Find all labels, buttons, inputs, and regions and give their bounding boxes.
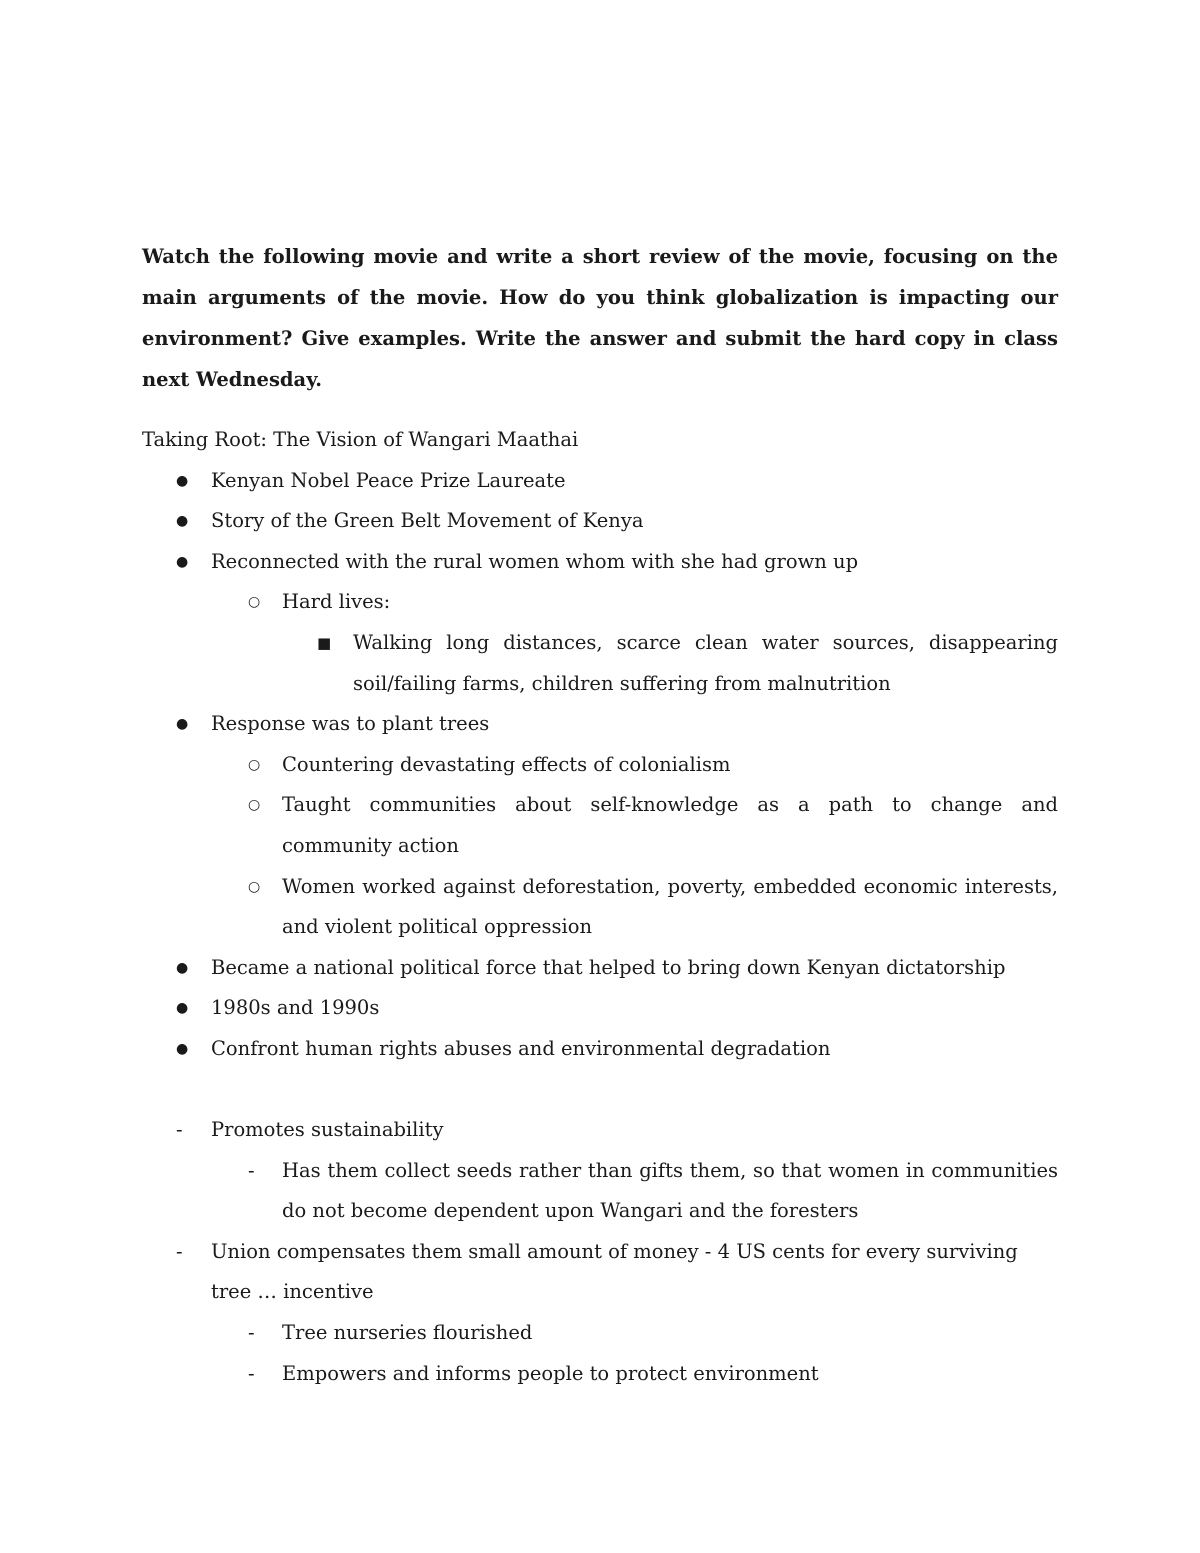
bullet-text: Women worked against deforestation, poverty, embedded economic interests, and violent political oppression — [282, 874, 1058, 939]
bullet-text: Story of the Green Belt Movement of Kenya — [211, 509, 644, 533]
dash-text: Union compensates them small amount of money - 4 US cents for every surviving tree … incentive — [211, 1239, 1018, 1304]
sub-dash-item — [142, 1354, 1058, 1395]
bullet-item — [142, 501, 1058, 542]
bullet-square-icon: ■ — [317, 633, 332, 652]
dash-marker-icon: - — [248, 1361, 255, 1385]
bullet-text: 1980s and 1990s — [211, 996, 380, 1020]
bullet-text: Response was to plant trees — [211, 712, 490, 736]
dash-marker-icon: - — [176, 1239, 183, 1263]
bullet-text: Reconnected with the rural women whom with she had grown up — [211, 549, 859, 573]
bullet-dot-icon: ● — [176, 1000, 189, 1017]
bullet-text: Confront human rights abuses and environmental degradation — [211, 1036, 831, 1060]
dash-text: Empowers and informs people to protect environment — [282, 1361, 819, 1385]
dash-marker-icon: - — [248, 1321, 255, 1345]
bullet-text: Hard lives: — [282, 590, 391, 614]
bullet-circle-icon: ○ — [248, 797, 261, 814]
bullet-dot-icon: ● — [176, 1040, 189, 1057]
bullet-dot-icon: ● — [176, 472, 189, 489]
movie-title: Taking Root: The Vision of Wangari Maathai — [142, 428, 579, 451]
spacer — [142, 1070, 1058, 1111]
bullet-dot-icon: ● — [176, 959, 189, 976]
bullet-text: Walking long distances, scarce clean water sources, disappearing soil/failing farms, children suffering from malnutrition — [353, 630, 1058, 695]
dash-marker-icon: - — [176, 1118, 183, 1142]
bullet-item — [142, 1029, 1058, 1070]
bullet-item — [142, 704, 1058, 745]
dash-text: Promotes sustainability — [211, 1118, 444, 1142]
sub-bullet-item — [142, 785, 1058, 866]
sub-dash-item — [142, 1313, 1058, 1354]
bullet-text: Taught communities about self-knowledge as a path to change and community action — [282, 793, 1058, 857]
assignment-prompt: Watch the following movie and write a short review of the movie, focusing on the main arguments of the movie. How do you think globalization is impacting our environment? Give examples. Write the answer and submit the hard copy in class next Wednesday. — [142, 245, 1058, 391]
sub-sub-bullet-item — [142, 623, 1058, 704]
dash-item — [142, 1110, 1058, 1151]
dash-item — [142, 1232, 1058, 1313]
bullet-text: Countering devastating effects of colonialism — [282, 752, 731, 776]
sub-bullet-item — [142, 582, 1058, 623]
bullet-dot-icon: ● — [176, 553, 189, 570]
bullet-item — [142, 988, 1058, 1029]
dash-text: Has them collect seeds rather than gifts them, so that women in communities do not become dependent upon Wangari and the foresters — [282, 1158, 1058, 1223]
bullet-item — [142, 542, 1058, 583]
bullet-dot-icon: ● — [176, 513, 189, 530]
bullet-circle-icon: ○ — [248, 594, 261, 611]
sub-bullet-item — [142, 867, 1058, 948]
bullet-circle-icon: ○ — [248, 756, 261, 773]
bullet-text: Became a national political force that helped to bring down Kenyan dictatorship — [211, 955, 1006, 979]
dash-text: Tree nurseries flourished — [282, 1321, 533, 1345]
bullet-item — [142, 461, 1058, 502]
sub-bullet-item — [142, 745, 1058, 786]
bullet-text: Kenyan Nobel Peace Prize Laureate — [211, 468, 566, 492]
dash-marker-icon: - — [248, 1158, 255, 1182]
bullet-circle-icon: ○ — [248, 878, 261, 895]
bullet-dot-icon: ● — [176, 716, 189, 733]
bullet-item — [142, 948, 1058, 989]
notes-section — [142, 420, 1058, 1394]
sub-dash-item — [142, 1151, 1058, 1232]
